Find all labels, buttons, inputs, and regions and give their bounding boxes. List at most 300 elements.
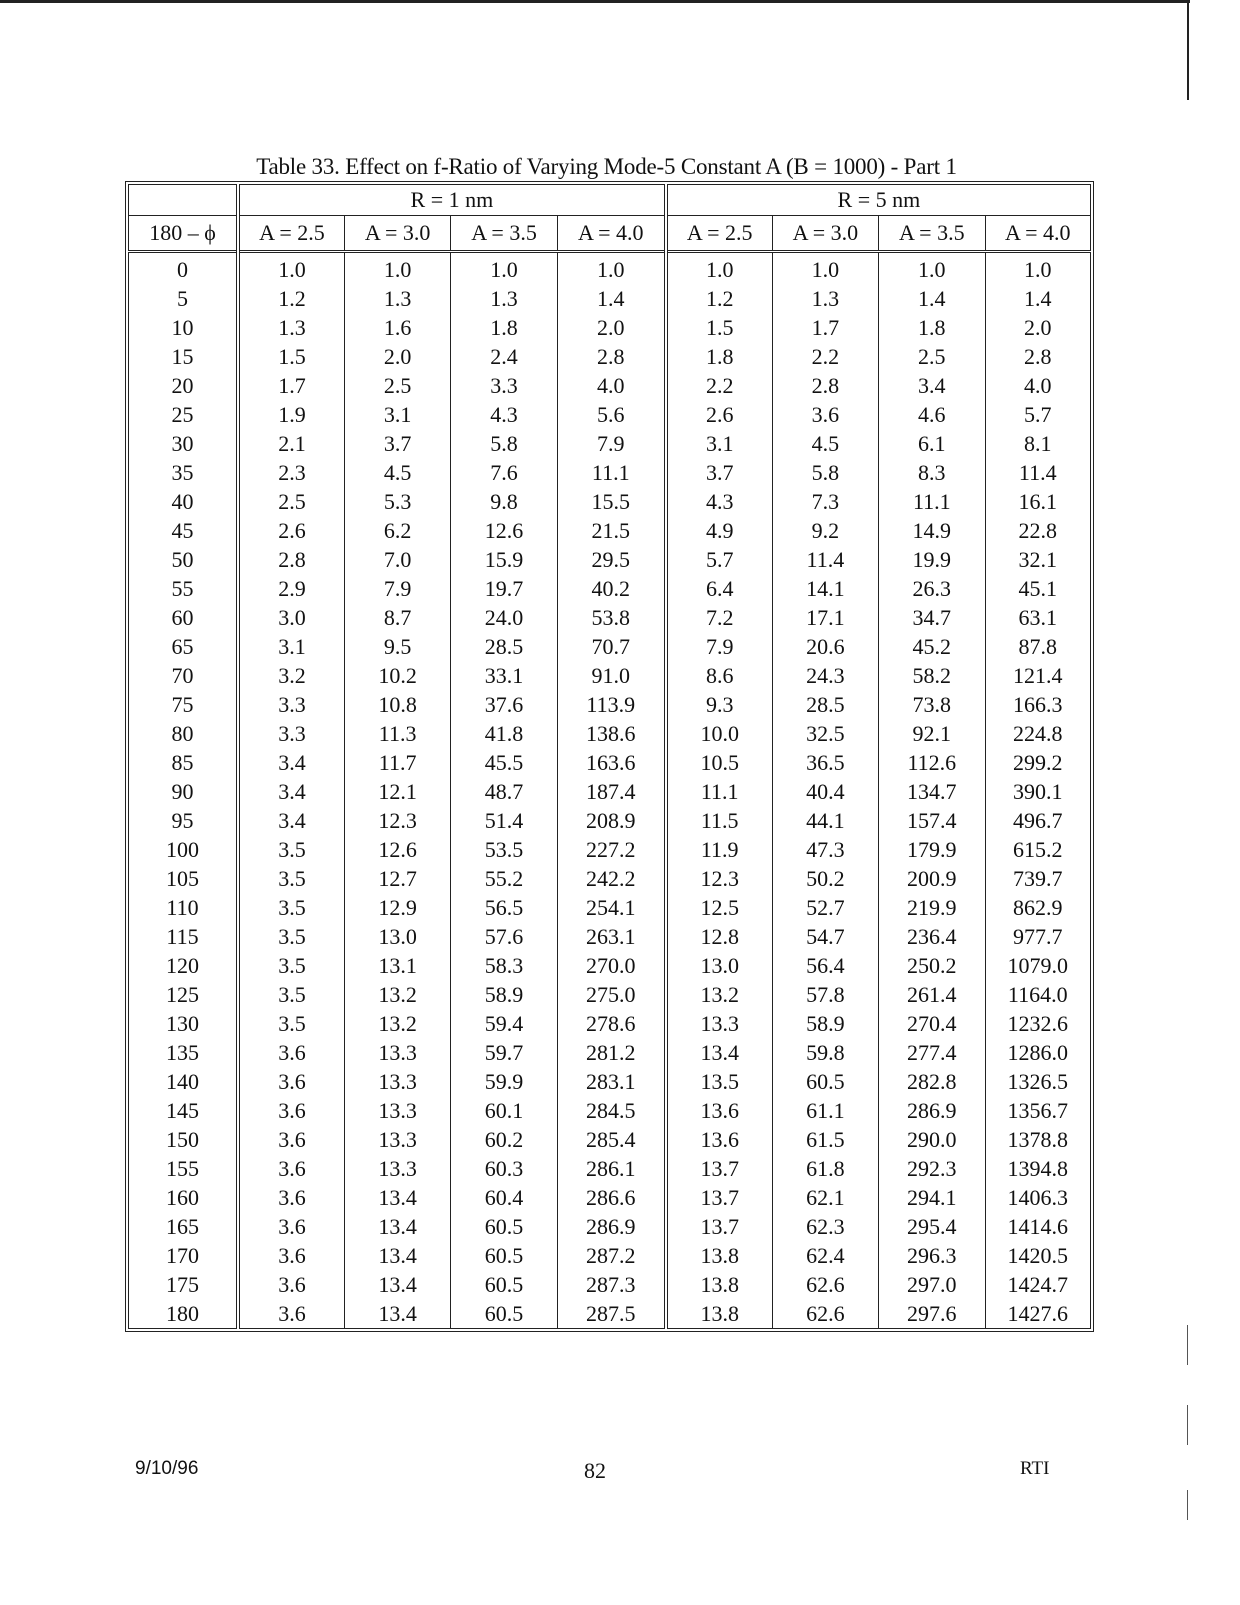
value-cell: 12.1 xyxy=(344,777,450,806)
value-cell: 2.6 xyxy=(666,400,772,429)
value-cell: 10.5 xyxy=(666,748,772,777)
table-row xyxy=(129,1183,1091,1212)
table-row xyxy=(129,980,1091,1009)
table-row xyxy=(129,603,1091,632)
value-cell: 1.2 xyxy=(666,284,772,313)
value-cell: 2.1 xyxy=(238,429,344,458)
value-cell: 13.4 xyxy=(666,1038,772,1067)
table-row xyxy=(129,1125,1091,1154)
value-cell: 48.7 xyxy=(451,777,557,806)
table-row xyxy=(129,748,1091,777)
value-cell: 21.5 xyxy=(557,516,665,545)
group-header-r1: R = 1 nm xyxy=(238,185,666,216)
footer-date: 9/10/96 xyxy=(135,1458,199,1479)
value-cell: 1.0 xyxy=(344,252,450,285)
table-row xyxy=(129,1270,1091,1299)
value-cell: 24.3 xyxy=(772,661,878,690)
value-cell: 297.0 xyxy=(879,1270,985,1299)
value-cell: 1.0 xyxy=(451,252,557,285)
table-row xyxy=(129,1009,1091,1038)
value-cell: 52.7 xyxy=(772,893,878,922)
value-cell: 6.1 xyxy=(879,429,985,458)
table-row xyxy=(129,864,1091,893)
value-cell: 59.4 xyxy=(451,1009,557,1038)
column-header: A = 3.5 xyxy=(451,216,557,252)
value-cell: 2.0 xyxy=(557,313,665,342)
value-cell: 20.6 xyxy=(772,632,878,661)
table-frame xyxy=(125,181,1094,1332)
value-cell: 37.6 xyxy=(451,690,557,719)
group-header-r5: R = 5 nm xyxy=(666,185,1091,216)
value-cell: 13.6 xyxy=(666,1125,772,1154)
value-cell: 13.3 xyxy=(344,1067,450,1096)
column-header: A = 4.0 xyxy=(985,216,1090,252)
value-cell: 261.4 xyxy=(879,980,985,1009)
angle-cell: 5 xyxy=(129,284,239,313)
value-cell: 2.9 xyxy=(238,574,344,603)
value-cell: 11.7 xyxy=(344,748,450,777)
value-cell: 12.5 xyxy=(666,893,772,922)
value-cell: 11.1 xyxy=(666,777,772,806)
value-cell: 41.8 xyxy=(451,719,557,748)
value-cell: 3.6 xyxy=(238,1096,344,1125)
value-cell: 285.4 xyxy=(557,1125,665,1154)
angle-cell: 25 xyxy=(129,400,239,429)
table-row xyxy=(129,777,1091,806)
value-cell: 3.6 xyxy=(238,1270,344,1299)
value-cell: 1.7 xyxy=(238,371,344,400)
value-cell: 15.5 xyxy=(557,487,665,516)
table-row xyxy=(129,835,1091,864)
column-header: A = 3.0 xyxy=(344,216,450,252)
value-cell: 12.8 xyxy=(666,922,772,951)
value-cell: 3.5 xyxy=(238,1009,344,1038)
value-cell: 2.2 xyxy=(772,342,878,371)
value-cell: 1394.8 xyxy=(1007,1156,1068,1181)
scan-mark xyxy=(1187,1405,1188,1445)
value-cell: 5.3 xyxy=(344,487,450,516)
value-cell: 51.4 xyxy=(451,806,557,835)
value-cell: 2.8 xyxy=(238,545,344,574)
value-cell: 3.5 xyxy=(238,922,344,951)
value-cell: 59.9 xyxy=(451,1067,557,1096)
table-row xyxy=(129,516,1091,545)
value-cell: 4.6 xyxy=(879,400,985,429)
value-cell: 60.5 xyxy=(772,1067,878,1096)
angle-cell: 175 xyxy=(129,1270,239,1299)
value-cell: 11.9 xyxy=(666,835,772,864)
value-cell: 61.8 xyxy=(772,1154,878,1183)
value-cell: 3.6 xyxy=(238,1125,344,1154)
column-header: A = 3.0 xyxy=(772,216,878,252)
value-cell: 4.9 xyxy=(666,516,772,545)
value-cell: 1.0 xyxy=(772,252,878,285)
value-cell: 13.3 xyxy=(344,1096,450,1125)
value-cell: 13.0 xyxy=(666,951,772,980)
value-cell: 287.2 xyxy=(557,1241,665,1270)
value-cell: 1.3 xyxy=(451,284,557,313)
value-cell: 496.7 xyxy=(1013,808,1063,833)
value-cell: 70.7 xyxy=(557,632,665,661)
value-cell: 5.8 xyxy=(451,429,557,458)
value-cell: 61.5 xyxy=(772,1125,878,1154)
value-cell: 1.3 xyxy=(238,313,344,342)
value-cell: 286.9 xyxy=(879,1096,985,1125)
value-cell: 292.3 xyxy=(879,1154,985,1183)
table-row xyxy=(129,545,1091,574)
value-cell: 1.6 xyxy=(344,313,450,342)
value-cell: 1.0 xyxy=(879,252,985,285)
value-cell: 8.7 xyxy=(344,603,450,632)
angle-cell: 145 xyxy=(129,1096,239,1125)
table-row xyxy=(129,458,1091,487)
value-cell: 1.8 xyxy=(879,313,985,342)
value-cell: 13.7 xyxy=(666,1183,772,1212)
corner-cell xyxy=(129,185,239,216)
column-header-row xyxy=(129,216,1091,252)
value-cell: 13.6 xyxy=(666,1096,772,1125)
value-cell: 283.1 xyxy=(557,1067,665,1096)
value-cell: 9.8 xyxy=(451,487,557,516)
table-row xyxy=(129,922,1091,951)
value-cell: 1414.6 xyxy=(1007,1214,1068,1239)
value-cell: 10.8 xyxy=(344,690,450,719)
value-cell: 13.8 xyxy=(666,1270,772,1299)
table-row xyxy=(129,1212,1091,1241)
value-cell: 1.3 xyxy=(344,284,450,313)
value-cell: 3.3 xyxy=(238,690,344,719)
value-cell: 7.9 xyxy=(344,574,450,603)
value-cell: 112.6 xyxy=(879,748,985,777)
f-ratio-table xyxy=(128,184,1091,1329)
value-cell: 11.1 xyxy=(557,458,665,487)
value-cell: 15.9 xyxy=(451,545,557,574)
value-cell: 62.3 xyxy=(772,1212,878,1241)
value-cell: 163.6 xyxy=(557,748,665,777)
scan-mark xyxy=(1187,1325,1188,1365)
column-header-angle: 180 – ϕ xyxy=(129,216,239,252)
value-cell: 7.2 xyxy=(666,603,772,632)
angle-cell: 110 xyxy=(129,893,239,922)
value-cell: 12.7 xyxy=(344,864,450,893)
value-cell: 3.6 xyxy=(238,1241,344,1270)
value-cell: 3.5 xyxy=(238,835,344,864)
value-cell: 13.4 xyxy=(344,1270,450,1299)
value-cell: 1427.6 xyxy=(1007,1301,1068,1326)
value-cell: 3.4 xyxy=(238,777,344,806)
value-cell: 11.3 xyxy=(344,719,450,748)
value-cell: 296.3 xyxy=(879,1241,985,1270)
value-cell: 1.4 xyxy=(557,284,665,313)
value-cell: 36.5 xyxy=(772,748,878,777)
angle-cell: 105 xyxy=(129,864,239,893)
value-cell: 270.0 xyxy=(557,951,665,980)
value-cell: 32.5 xyxy=(772,719,878,748)
value-cell: 28.5 xyxy=(772,690,878,719)
value-cell: 13.2 xyxy=(344,980,450,1009)
angle-cell: 10 xyxy=(129,313,239,342)
value-cell: 200.9 xyxy=(879,864,985,893)
value-cell: 1406.3 xyxy=(1007,1185,1068,1210)
value-cell: 40.4 xyxy=(772,777,878,806)
value-cell: 60.5 xyxy=(451,1299,557,1329)
angle-cell: 20 xyxy=(129,371,239,400)
value-cell: 278.6 xyxy=(557,1009,665,1038)
value-cell: 113.9 xyxy=(557,690,665,719)
value-cell: 1.0 xyxy=(238,252,344,285)
value-cell: 60.5 xyxy=(451,1212,557,1241)
value-cell: 10.2 xyxy=(344,661,450,690)
value-cell: 62.4 xyxy=(772,1241,878,1270)
value-cell: 2.5 xyxy=(879,342,985,371)
angle-cell: 45 xyxy=(129,516,239,545)
value-cell: 56.4 xyxy=(772,951,878,980)
angle-cell: 140 xyxy=(129,1067,239,1096)
value-cell: 3.1 xyxy=(666,429,772,458)
value-cell: 60.2 xyxy=(451,1125,557,1154)
table-row xyxy=(129,1241,1091,1270)
value-cell: 91.0 xyxy=(557,661,665,690)
value-cell: 297.6 xyxy=(879,1299,985,1329)
angle-cell: 70 xyxy=(129,661,239,690)
value-cell: 219.9 xyxy=(879,893,985,922)
value-cell: 2.0 xyxy=(1024,315,1052,340)
value-cell: 1.4 xyxy=(879,284,985,313)
value-cell: 53.8 xyxy=(557,603,665,632)
value-cell: 3.4 xyxy=(238,806,344,835)
value-cell: 208.9 xyxy=(557,806,665,835)
value-cell: 55.2 xyxy=(451,864,557,893)
group-header-row xyxy=(129,185,1091,216)
value-cell: 10.0 xyxy=(666,719,772,748)
value-cell: 121.4 xyxy=(1013,663,1063,688)
value-cell: 8.3 xyxy=(879,458,985,487)
table-row xyxy=(129,1096,1091,1125)
value-cell: 3.1 xyxy=(238,632,344,661)
value-cell: 12.3 xyxy=(666,864,772,893)
table-row xyxy=(129,252,1091,285)
value-cell: 166.3 xyxy=(1013,692,1063,717)
value-cell: 13.3 xyxy=(344,1154,450,1183)
value-cell: 4.5 xyxy=(772,429,878,458)
value-cell: 242.2 xyxy=(557,864,665,893)
table-row xyxy=(129,893,1091,922)
value-cell: 2.2 xyxy=(666,371,772,400)
value-cell: 50.2 xyxy=(772,864,878,893)
table-row xyxy=(129,1038,1091,1067)
value-cell: 1.5 xyxy=(238,342,344,371)
value-cell: 7.9 xyxy=(666,632,772,661)
value-cell: 7.3 xyxy=(772,487,878,516)
value-cell: 28.5 xyxy=(451,632,557,661)
angle-cell: 75 xyxy=(129,690,239,719)
value-cell: 16.1 xyxy=(1018,489,1057,514)
value-cell: 263.1 xyxy=(557,922,665,951)
value-cell: 157.4 xyxy=(879,806,985,835)
value-cell: 1.0 xyxy=(666,252,772,285)
value-cell: 7.0 xyxy=(344,545,450,574)
value-cell: 92.1 xyxy=(879,719,985,748)
value-cell: 6.2 xyxy=(344,516,450,545)
value-cell: 3.2 xyxy=(238,661,344,690)
value-cell: 32.1 xyxy=(1018,547,1057,572)
value-cell: 12.3 xyxy=(344,806,450,835)
value-cell: 2.5 xyxy=(238,487,344,516)
value-cell: 9.5 xyxy=(344,632,450,661)
value-cell: 2.8 xyxy=(772,371,878,400)
angle-cell: 125 xyxy=(129,980,239,1009)
value-cell: 12.6 xyxy=(344,835,450,864)
value-cell: 1424.7 xyxy=(1007,1272,1068,1297)
value-cell: 739.7 xyxy=(1013,866,1063,891)
value-cell: 4.3 xyxy=(451,400,557,429)
value-cell: 286.9 xyxy=(557,1212,665,1241)
angle-cell: 85 xyxy=(129,748,239,777)
value-cell: 8.6 xyxy=(666,661,772,690)
value-cell: 3.5 xyxy=(238,980,344,1009)
value-cell: 977.7 xyxy=(1013,924,1063,949)
value-cell: 227.2 xyxy=(557,835,665,864)
value-cell: 8.1 xyxy=(1024,431,1052,456)
value-cell: 3.7 xyxy=(666,458,772,487)
value-cell: 2.6 xyxy=(238,516,344,545)
value-cell: 390.1 xyxy=(1013,779,1063,804)
value-cell: 13.2 xyxy=(344,1009,450,1038)
value-cell: 1.2 xyxy=(238,284,344,313)
value-cell: 1286.0 xyxy=(1007,1040,1068,1065)
value-cell: 3.6 xyxy=(238,1154,344,1183)
column-header: A = 3.5 xyxy=(879,216,985,252)
value-cell: 3.6 xyxy=(238,1183,344,1212)
value-cell: 1.8 xyxy=(666,342,772,371)
table-row xyxy=(129,1299,1091,1329)
angle-cell: 160 xyxy=(129,1183,239,1212)
angle-cell: 150 xyxy=(129,1125,239,1154)
value-cell: 13.2 xyxy=(666,980,772,1009)
value-cell: 29.5 xyxy=(557,545,665,574)
value-cell: 294.1 xyxy=(879,1183,985,1212)
value-cell: 1420.5 xyxy=(1007,1243,1068,1268)
value-cell: 179.9 xyxy=(879,835,985,864)
value-cell: 59.7 xyxy=(451,1038,557,1067)
table-row xyxy=(129,487,1091,516)
value-cell: 63.1 xyxy=(1018,605,1057,630)
value-cell: 1079.0 xyxy=(1007,953,1068,978)
value-cell: 1232.6 xyxy=(1007,1011,1068,1036)
value-cell: 56.5 xyxy=(451,893,557,922)
value-cell: 3.6 xyxy=(238,1299,344,1329)
value-cell: 2.8 xyxy=(1024,344,1052,369)
value-cell: 45.1 xyxy=(1018,576,1057,601)
value-cell: 1.4 xyxy=(1024,286,1052,311)
value-cell: 3.0 xyxy=(238,603,344,632)
angle-cell: 135 xyxy=(129,1038,239,1067)
value-cell: 1356.7 xyxy=(1007,1098,1068,1123)
value-cell: 14.9 xyxy=(879,516,985,545)
angle-cell: 95 xyxy=(129,806,239,835)
angle-cell: 120 xyxy=(129,951,239,980)
value-cell: 224.8 xyxy=(1013,721,1063,746)
value-cell: 59.8 xyxy=(772,1038,878,1067)
value-cell: 12.9 xyxy=(344,893,450,922)
value-cell: 1.7 xyxy=(772,313,878,342)
value-cell: 58.9 xyxy=(451,980,557,1009)
value-cell: 287.3 xyxy=(557,1270,665,1299)
value-cell: 2.0 xyxy=(344,342,450,371)
value-cell: 24.0 xyxy=(451,603,557,632)
value-cell: 47.3 xyxy=(772,835,878,864)
value-cell: 45.5 xyxy=(451,748,557,777)
table-caption: Table 33. Effect on f-Ratio of Varying Mode-5 Constant A (B = 1000) - Part 1 xyxy=(256,154,957,179)
value-cell: 87.8 xyxy=(1018,634,1057,659)
value-cell: 3.3 xyxy=(451,371,557,400)
value-cell: 1164.0 xyxy=(1007,982,1068,1007)
value-cell: 3.6 xyxy=(238,1038,344,1067)
value-cell: 3.6 xyxy=(238,1067,344,1096)
table-row xyxy=(129,284,1091,313)
value-cell: 250.2 xyxy=(879,951,985,980)
value-cell: 3.5 xyxy=(238,893,344,922)
value-cell: 58.2 xyxy=(879,661,985,690)
table-row xyxy=(129,632,1091,661)
value-cell: 34.7 xyxy=(879,603,985,632)
value-cell: 286.1 xyxy=(557,1154,665,1183)
value-cell: 6.4 xyxy=(666,574,772,603)
value-cell: 4.3 xyxy=(666,487,772,516)
value-cell: 295.4 xyxy=(879,1212,985,1241)
value-cell: 299.2 xyxy=(1013,750,1063,775)
value-cell: 138.6 xyxy=(557,719,665,748)
value-cell: 1.0 xyxy=(1024,257,1052,282)
value-cell: 277.4 xyxy=(879,1038,985,1067)
value-cell: 44.1 xyxy=(772,806,878,835)
value-cell: 57.8 xyxy=(772,980,878,1009)
table-row xyxy=(129,400,1091,429)
table-row xyxy=(129,342,1091,371)
value-cell: 12.6 xyxy=(451,516,557,545)
value-cell: 13.8 xyxy=(666,1299,772,1329)
value-cell: 290.0 xyxy=(879,1125,985,1154)
value-cell: 1.5 xyxy=(666,313,772,342)
angle-cell: 155 xyxy=(129,1154,239,1183)
value-cell: 615.2 xyxy=(1013,837,1063,862)
value-cell: 3.6 xyxy=(238,1212,344,1241)
angle-cell: 130 xyxy=(129,1009,239,1038)
value-cell: 61.1 xyxy=(772,1096,878,1125)
value-cell: 3.1 xyxy=(344,400,450,429)
value-cell: 13.4 xyxy=(344,1299,450,1329)
value-cell: 53.5 xyxy=(451,835,557,864)
value-cell: 1.3 xyxy=(772,284,878,313)
value-cell: 58.9 xyxy=(772,1009,878,1038)
value-cell: 73.8 xyxy=(879,690,985,719)
value-cell: 281.2 xyxy=(557,1038,665,1067)
value-cell: 60.5 xyxy=(451,1241,557,1270)
value-cell: 134.7 xyxy=(879,777,985,806)
value-cell: 187.4 xyxy=(557,777,665,806)
value-cell: 9.2 xyxy=(772,516,878,545)
value-cell: 236.4 xyxy=(879,922,985,951)
value-cell: 14.1 xyxy=(772,574,878,603)
angle-cell: 55 xyxy=(129,574,239,603)
value-cell: 1326.5 xyxy=(1007,1069,1068,1094)
value-cell: 13.5 xyxy=(666,1067,772,1096)
value-cell: 1.0 xyxy=(557,252,665,285)
value-cell: 862.9 xyxy=(1013,895,1063,920)
table-row xyxy=(129,429,1091,458)
value-cell: 5.8 xyxy=(772,458,878,487)
value-cell: 54.7 xyxy=(772,922,878,951)
